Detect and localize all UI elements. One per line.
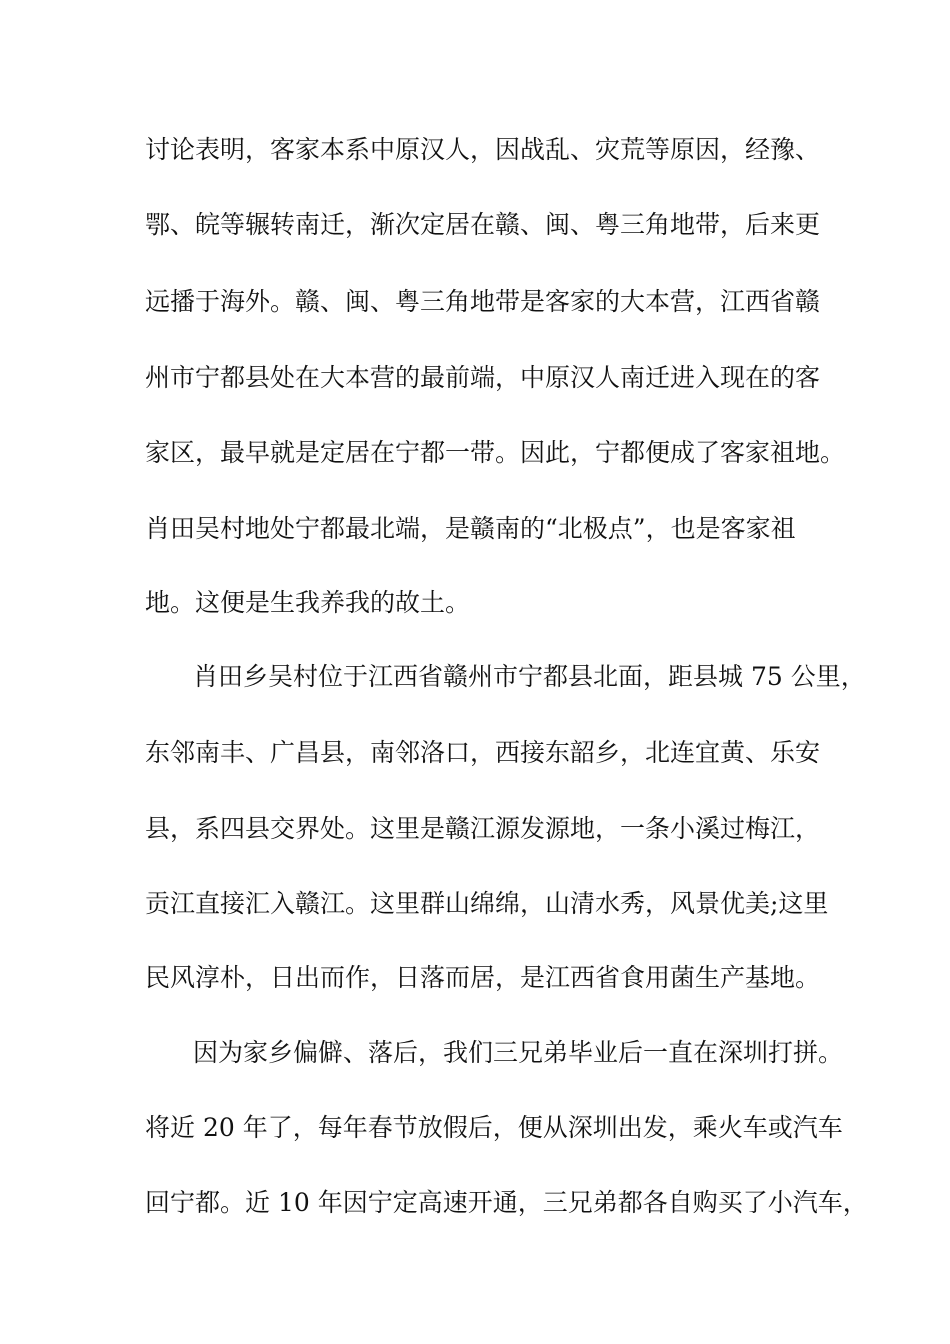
text-line: 回宁都。近 10 年因宁定高速开通，三兄弟都各自购买了小汽车， [145,1188,868,1217]
text-line: 肖田吴村地处宁都最北端，是赣南的“北极点”，也是客家祖 [145,514,796,543]
paragraph-first-line: 肖田乡吴村位于江西省赣州市宁都县北面，距县城 75 公里， [193,662,866,691]
text-line: 鄂、皖等辗转南迁，渐次定居在赣、闽、粤三角地带，后来更 [145,210,821,239]
text-line: 家区，最早就是定居在宁都一带。因此，宁都便成了客家祖地。 [145,438,846,467]
text-line: 远播于海外。赣、闽、粤三角地带是客家的大本营，江西省赣 [145,287,821,316]
paragraph-first-line: 因为家乡偏僻、落后，我们三兄弟毕业后一直在深圳打拼。 [193,1038,844,1067]
text-line: 民风淳朴，日出而作，日落而居，是江西省食用菌生产基地。 [145,963,821,992]
text-line: 地。这便是生我养我的故土。 [145,588,471,617]
text-line: 贡江直接汇入赣江。这里群山绵绵，山清水秀，风景优美;这里 [145,889,829,918]
text-line: 县，系四县交界处。这里是赣江源发源地，一条小溪过梅江， [145,814,821,843]
text-line: 讨论表明，客家本系中原汉人，因战乱、灾荒等原因，经豫、 [145,135,821,164]
text-line: 州市宁都县处在大本营的最前端，中原汉人南迁进入现在的客 [145,363,821,392]
text-line: 将近 20 年了，每年春节放假后，便从深圳出发，乘火车或汽车 [145,1113,843,1142]
text-line: 东邻南丰、广昌县，南邻洛口，西接东韶乡，北连宜黄、乐安 [145,738,821,767]
